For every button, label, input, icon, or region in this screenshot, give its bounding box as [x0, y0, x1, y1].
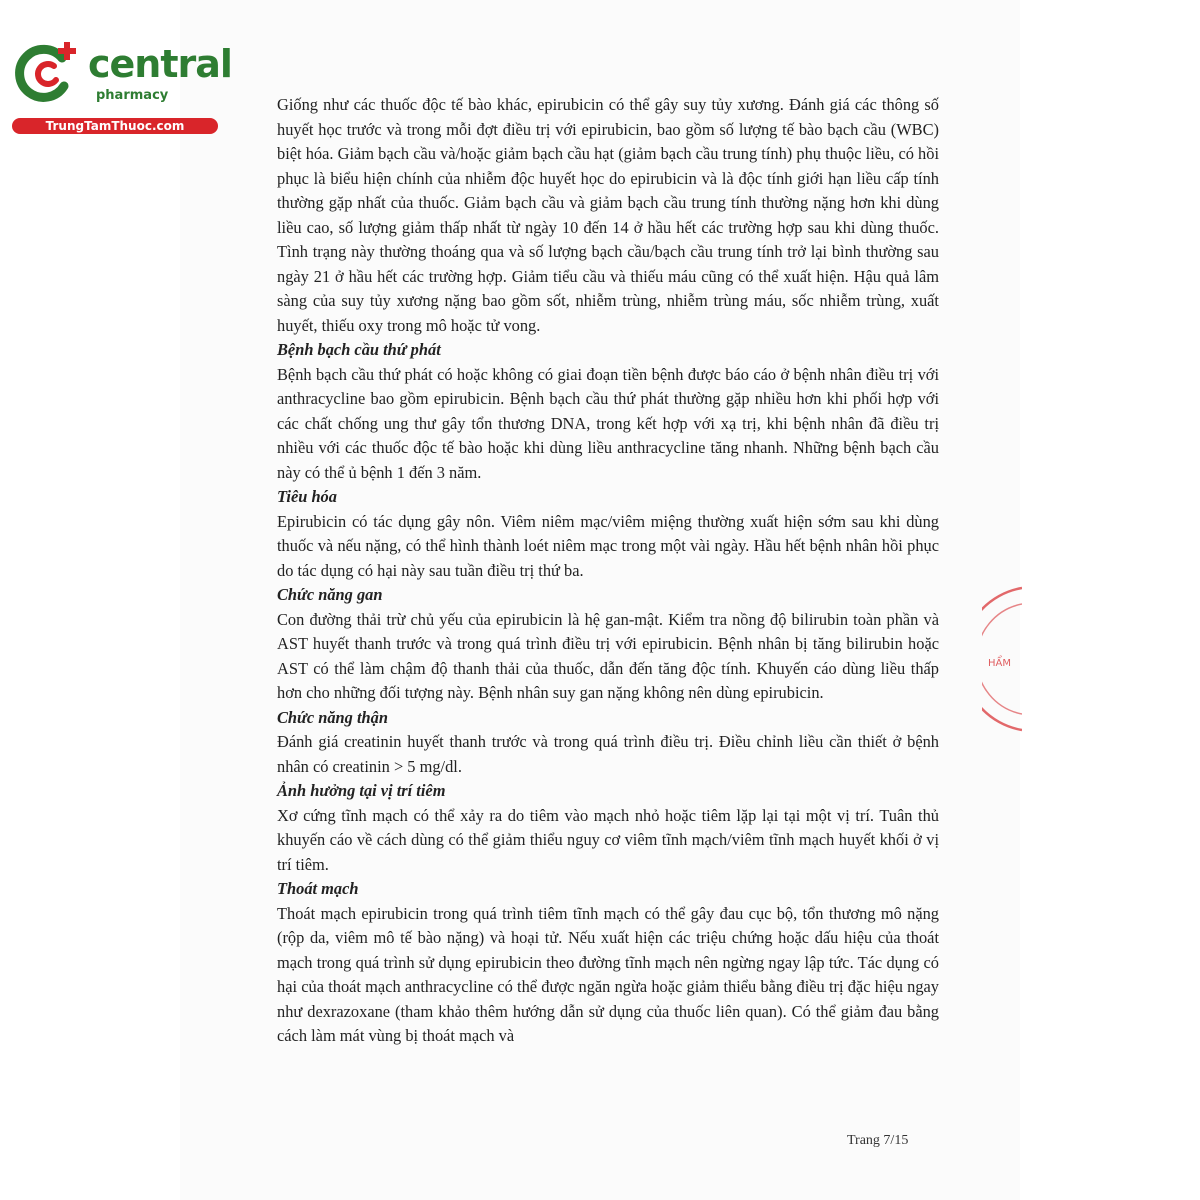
paragraph: Đánh giá creatinin huyết thanh trước và trong quá trình điều trị. Điều chỉnh liều cần thiết ở bệnh nhân có creatinin > 5 mg/dl. — [277, 732, 939, 776]
logo-brand-name: central — [88, 42, 232, 86]
logo-website-url[interactable]: TrungTamThuoc.com — [12, 118, 218, 134]
section-heading: Bệnh bạch cầu thứ phát — [277, 340, 441, 359]
paragraph: Thoát mạch epirubicin trong quá trình tiêm tĩnh mạch có thể gây đau cục bộ, tổn thương mô nặng (rộp da, viêm mô tế bào nặng) và hoại tử. Nếu xuất hiện các triệu chứng hoặc dấu hiệu của thoát mạch trong quá trình sử dụng epirubicin theo đường tĩnh mạch nên ngừng ngay lập tức. Tác dụng có hại của thoát mạch anthracycline có thể được ngăn ngừa hoặc giảm thiểu bằng điều trị đặc hiệu ngay như dexrazoxane (tham khảo thêm hướng dẫn sử dụng của thuốc liên quan). Có thể giảm đau bằng cách làm mát vùng bị thoát mạch và — [277, 903, 939, 1045]
document-body — [277, 93, 939, 1049]
paragraph: Giống như các thuốc độc tế bào khác, epirubicin có thể gây suy tủy xương. Đánh giá các thông số huyết học trước và trong mỗi đợt điều trị với epirubicin, bao gồm số lượng tế bào bạch cầu (WBC) biệt hóa. Giảm bạch cầu và/hoặc giảm bạch cầu hạt (giảm bạch cầu trung tính) phụ thuộc liều, có hồi phục là biểu hiện chính của nhiễm độc huyết học do epirubicin và là độc tính giới hạn liều cấp tính thường gặp nhất của thuốc. Giảm bạch cầu và giảm bạch cầu trung tính thường nặng hơn khi dùng liều cao, số lượng giảm thấp nhất từ ngày 10 đến 14 ở hầu hết các trường hợp sau khi dùng thuốc. Tình trạng này thường thoáng qua và số lượng bạch cầu/bạch cầu trung tính trở lại bình thường sau ngày 21 ở hầu hết các trường hợp. Giảm tiểu cầu và thiếu máu cũng có thể xuất hiện. Hậu quả lâm sàng của suy tủy xương nặng bao gồm sốt, nhiễm trùng, nhiễm trùng máu, sốc nhiễm trùng, xuất huyết, thiếu oxy trong mô hoặc tử vong. — [277, 95, 939, 335]
central-pharmacy-logo[interactable] — [8, 38, 232, 138]
section-secondary-leukemia — [277, 338, 939, 485]
logo-subtitle: pharmacy — [96, 88, 169, 103]
paragraph: Con đường thải trừ chủ yếu của epirubicin là hệ gan-mật. Kiểm tra nồng độ bilirubin toàn phần và AST huyết thanh trước và trong quá trình điều trị với epirubicin. Bệnh nhân bị tăng bilirubin hoặc AST có thể làm chậm độ thanh thải của thuốc, dẫn đến tăng độc tính. Khuyến cáo dùng liều thấp hơn cho những đối tượng này. Bệnh nhân suy gan nặng không nên dùng epirubicin. — [277, 609, 939, 702]
section-injection-site — [277, 779, 939, 877]
section-heading: Ảnh hưởng tại vị trí tiêm — [277, 781, 446, 800]
section-digestive — [277, 485, 939, 583]
pharmacy-cross-icon — [12, 38, 82, 108]
red-stamp-seal — [982, 584, 1022, 734]
stamp-text: HẨM — [988, 658, 1011, 669]
section-heading: Tiêu hóa — [277, 487, 337, 506]
section-liver-function — [277, 583, 939, 706]
section-extravasation — [277, 877, 939, 1049]
paragraph: Xơ cứng tĩnh mạch có thể xảy ra do tiêm vào mạch nhỏ hoặc tiêm lặp lại tại một vị trí. Tuân thủ khuyến cáo về cách dùng có thể giảm thiểu nguy cơ viêm tĩnh mạch/viêm tĩnh mạch huyết khối ở vị trí tiêm. — [277, 805, 939, 874]
section-bone-marrow — [277, 93, 939, 338]
page-number: Trang 7/15 — [847, 1133, 909, 1148]
paragraph: Bệnh bạch cầu thứ phát có hoặc không có giai đoạn tiền bệnh được báo cáo ở bệnh nhân điều trị với anthracycline bao gồm epirubicin. Bệnh bạch cầu thứ phát thường gặp nhiều hơn khi phối hợp với các chất chống ung thư gây tổn thương DNA, trong kết hợp với xạ trị, khi bệnh nhân đã điều trị nhiều với các thuốc độc tế bào hoặc khi dùng liều anthracycline tăng nhanh. Những bệnh bạch cầu này có thể ủ bệnh 1 đến 3 năm. — [277, 364, 939, 482]
paragraph: Epirubicin có tác dụng gây nôn. Viêm niêm mạc/viêm miệng thường xuất hiện sớm sau khi dùng thuốc và nếu nặng, có thể hình thành loét niêm mạc trong một vài ngày. Hầu hết bệnh nhân hồi phục do tác dụng có hại này sau tuần điều trị thứ ba. — [277, 511, 939, 580]
section-kidney-function — [277, 706, 939, 780]
section-heading: Chức năng thận — [277, 707, 388, 727]
section-heading: Chức năng gan — [277, 585, 383, 604]
section-heading: Thoát mạch — [277, 879, 359, 898]
